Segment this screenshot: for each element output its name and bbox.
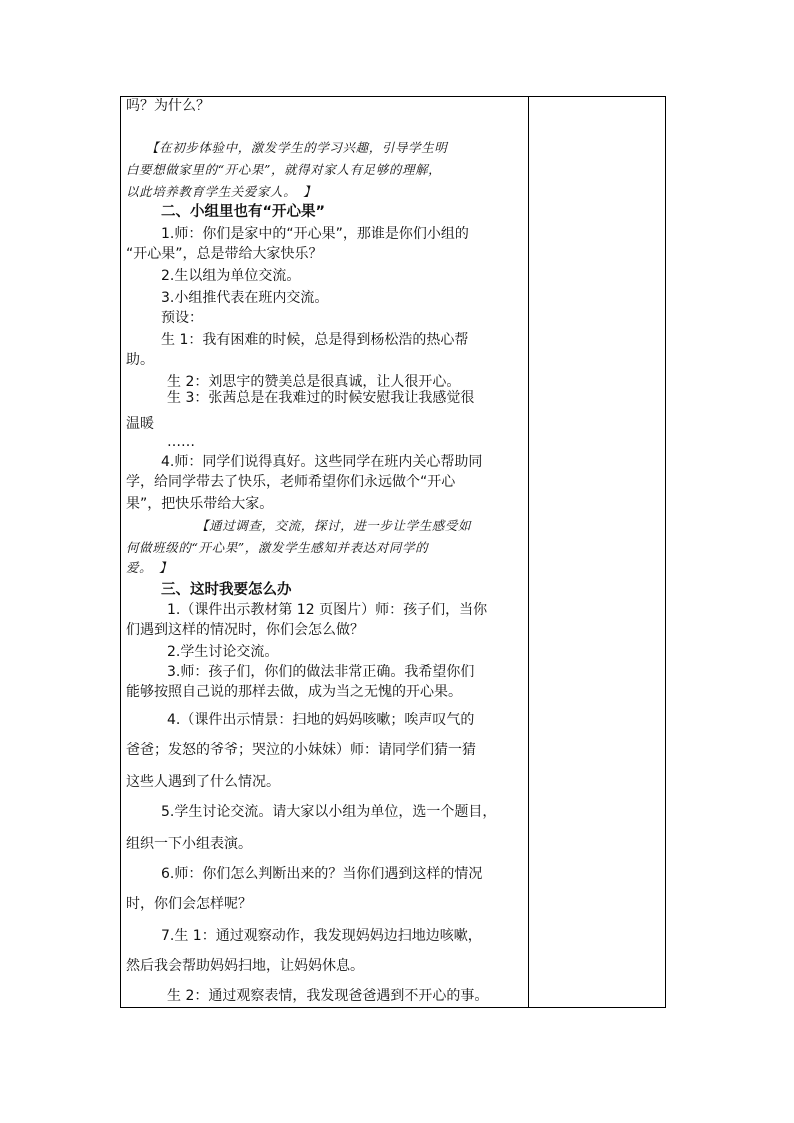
text-line: 这些人遇到了什么情况。 [126,774,280,790]
table-row [121,97,666,1008]
text-line: 6.师：你们怎么判断出来的？当你们遇到这样的情况 [161,866,483,882]
text-line: 助。 [126,352,154,368]
text-line: 然后我会帮助妈妈扫地，让妈妈休息。 [126,958,364,974]
text-line: 果”，把快乐带给大家。 [126,496,274,512]
annotation-line: 何做班级的“开心果”，激发学生感知并表达对同学的 [126,540,429,555]
text-line: 能够按照自己说的那样去做，成为当之无愧的开心果。 [126,684,462,700]
text-line: 们遇到这样的情况时，你们会怎么做？ [126,622,364,638]
text-line: “开心果”，总是带给大家快乐？ [126,246,323,262]
text-line: 组织一下小组表演。 [126,836,252,852]
text-line: 时，你们会怎样呢？ [126,896,252,912]
section-heading: 三、这时我要怎么办 [161,582,292,598]
annotation-line: 以此培养教育学生关爱家人。 】 [126,184,317,199]
annotation-line: 白要想做家里的“开心果”，就得对家人有足够的理解， [126,162,442,177]
text-line: 生 2：刘思宇的赞美总是很真诚，让人很开心。 [167,374,461,390]
text-line: 学，给同学带去了快乐，老师希望你们永远做个“开心 [126,474,456,490]
text-line: 生 2：通过观察表情，我发现爸爸遇到不开心的事。 [167,988,489,1004]
text-line: 3.小组推代表在班内交流。 [161,290,329,306]
text-line: 温暖 [126,416,154,432]
text-line: 1.（课件出示教材第 12 页图片）师：孩子们，当你 [167,602,488,618]
annotation-line: 爱。 】 [126,560,173,575]
lesson-plan-table [120,96,666,1008]
text-line: 4.（课件出示情景：扫地的妈妈咳嗽；唉声叹气的 [167,712,475,728]
lesson-content-cell [121,97,529,1008]
annotation-line: 【在初步体验中，激发学生的学习兴趣，引导学生明 [146,140,448,155]
text-line: 3.师：孩子们，你们的做法非常正确。我希望你们 [167,664,475,680]
lesson-content [121,97,528,1007]
text-line: 2.学生讨论交流。 [167,644,279,660]
text-line: …… [167,434,195,450]
text-line: 2.生以组为单位交流。 [161,268,301,284]
text-line: 吗？为什么？ [126,98,210,114]
text-line: 预设： [161,310,203,326]
annotation-line: 【通过调查，交流，探讨，进一步让学生感受如 [196,518,472,533]
notes-cell [529,97,666,1008]
text-line: 爸爸；发怒的爷爷；哭泣的小妹妹）师：请同学们猜一猜 [126,742,476,758]
text-line: 5.学生讨论交流。请大家以小组为单位，选一个题目， [161,804,497,820]
text-line: 生 1：我有困难的时候，总是得到杨松浩的热心帮 [161,332,469,348]
text-line: 4.师：同学们说得真好。这些同学在班内关心帮助同 [161,454,483,470]
text-line: 1.师：你们是家中的“开心果”，那谁是你们小组的 [161,226,469,242]
text-line: 生 3：张茜总是在我难过的时候安慰我让我感觉很 [167,390,475,406]
text-line: 7.生 1：通过观察动作，我发现妈妈边扫地边咳嗽， [161,928,482,944]
section-heading: 二、小组里也有“开心果” [161,204,326,220]
